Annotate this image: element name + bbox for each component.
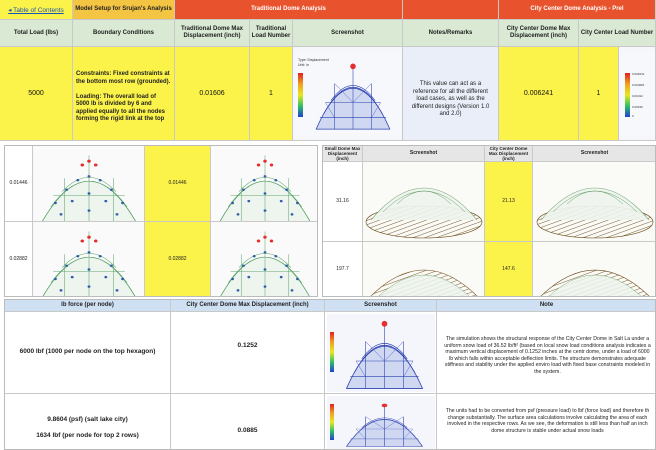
bottom-row1-force[interactable] — [5, 312, 171, 394]
bottom-row2-note-text: The units had to be converted from psf (pressure load) to lbf (force load) and therefore th change substantially. The surface area calculations involve calculating the area of each involved in the respective rows. As we see, the deformation is still less than half an inch dome structure is stable under actual snow loads — [445, 408, 650, 434]
bottom-dome-svg-1 — [327, 314, 435, 392]
right-header-screenshot-1-label: Screenshot — [409, 149, 438, 156]
left-row2-b-text: 0.02882 — [168, 256, 187, 263]
bottom-header-force-label: lb force (per node) — [61, 302, 114, 309]
bottom-row2-displacement-text: 0.0885 — [237, 427, 258, 434]
header-total-load — [0, 20, 73, 47]
bottom-header-note-label: Note — [539, 302, 554, 309]
left-spreadsheet-panel — [4, 145, 318, 297]
left-row2-a-text: 0.02882 — [9, 256, 28, 263]
left-row2-screenshot-a[interactable] — [33, 222, 145, 297]
city-dome-legend-screenshot[interactable] — [621, 51, 655, 137]
right-row1-screenshot-a[interactable] — [363, 162, 485, 242]
notes-text: This value can act as a reference for all the different load cases, as well as the different designs (Version 1.0 and 2.0) — [411, 81, 490, 117]
right-hatched-dome-3[interactable] — [363, 242, 485, 297]
bottom-row1-displacement-text: 0.1252 — [237, 342, 258, 349]
bottom-header-screenshot-label: Screenshot — [364, 302, 397, 309]
city-displacement-value: 0.006241 — [523, 90, 554, 97]
svg-text:0.004681: 0.004681 — [632, 83, 645, 87]
bottom-header-note — [437, 300, 656, 312]
band-spacer — [403, 0, 499, 20]
header-notes-label: Notes/Remarks — [428, 29, 473, 36]
right-hatched-dome-svg-3 — [363, 242, 485, 297]
left-row1-b-text: 0.01446 — [168, 180, 187, 187]
city-load-number-value: 1 — [596, 90, 601, 97]
right-row1-city-value[interactable] — [485, 162, 533, 242]
left-row2-value-a[interactable] — [5, 222, 33, 297]
table-of-contents-link[interactable]: ◂ Table of Contents — [8, 6, 64, 14]
traditional-dome-screenshot-svg — [295, 51, 401, 137]
right-hatched-dome-svg-1 — [363, 162, 485, 242]
bottom-row1-force-text: 6000 lbf (1000 per node on the top hexagon) — [19, 348, 156, 356]
right-row1-small-value[interactable] — [323, 162, 363, 242]
left-dome-image-3[interactable] — [33, 222, 145, 297]
cell-screenshot-city[interactable] — [619, 47, 656, 141]
cell-trad-displacement[interactable] — [175, 47, 250, 141]
left-dome-svg-2 — [211, 146, 318, 222]
left-row1-value-a[interactable] — [5, 146, 33, 222]
header-city-load-number-label: City Center Load Number — [580, 29, 654, 36]
svg-text:Type: Displacement: Type: Displacement — [298, 58, 329, 62]
cell-trad-load-number[interactable] — [250, 47, 293, 141]
svg-text:0: 0 — [632, 114, 634, 118]
left-dome-svg-4 — [211, 222, 318, 297]
bottom-row1-note[interactable] — [437, 312, 656, 394]
bottom-header-displacement-label: City Center Dome Max Displacement (inch) — [186, 302, 309, 309]
right-spreadsheet-panel — [322, 145, 656, 297]
right-hatched-dome-svg-4 — [533, 242, 656, 297]
bottom-header-displacement — [171, 300, 325, 312]
right-row1-screenshot-b[interactable] — [533, 162, 656, 242]
bottom-row1-screenshot[interactable] — [325, 312, 437, 394]
header-screenshot-label: Screenshot — [331, 29, 364, 36]
bottom-spreadsheet-panel — [4, 299, 656, 450]
svg-text:Unit: in: Unit: in — [298, 63, 309, 67]
cell-city-load-number[interactable] — [579, 47, 619, 141]
cell-boundary-conditions[interactable] — [73, 47, 175, 141]
right-row2-screenshot-a[interactable] — [363, 242, 485, 297]
band-traditional-dome-label: Traditional Dome Analysis — [251, 6, 326, 13]
right-header-city-dome — [485, 146, 533, 162]
header-trad-load-number — [250, 20, 293, 47]
right-row1-city-text: 21.13 — [502, 198, 515, 205]
boundary-conditions-text: Constraints: Fixed constraints at the bottom most row (grounded). Loading: The overall load of 5000 lb is divided by 6 and applied equally to all the nodes forming the rigid link at the top — [76, 71, 171, 122]
header-notes — [403, 20, 499, 47]
band-traditional-dome — [175, 0, 403, 20]
header-city-load-number — [579, 20, 656, 47]
top-spreadsheet-panel — [0, 0, 656, 141]
left-dome-svg-3 — [33, 222, 145, 297]
header-total-load-label: Total Load (lbs) — [13, 29, 59, 36]
header-trad-displacement-label: Traditional Dome Max Displacement (inch) — [180, 26, 243, 39]
right-hatched-dome-1[interactable] — [363, 162, 485, 242]
bottom-row2-displacement[interactable] — [171, 394, 325, 450]
left-row1-a-text: 0.01446 — [9, 180, 28, 187]
right-row2-small-text: 197.7 — [336, 266, 349, 273]
right-header-screenshot-2 — [533, 146, 656, 162]
left-row2-value-b[interactable] — [145, 222, 211, 297]
bottom-row1-note-text: The simulation shows the structural response of the City Center Dome in Salt La under a uniform snow load of 36.52 lb/ft² (based on local snow load conditions analysis indicates a maximum vertical displacement of 0.1252 inches at the centr dome, under a load of 6000 lb which falls within acceptable deflection limits. The structure demonstrates adequate stiffness and stability under the applied enviro load with fixed base constraints modeled in the system. — [444, 336, 651, 375]
right-row2-city-value[interactable] — [485, 242, 533, 297]
bottom-row2-note[interactable] — [437, 394, 656, 450]
right-hatched-dome-4[interactable] — [533, 242, 656, 297]
bottom-dome-image-2[interactable] — [327, 396, 435, 449]
header-boundary-conditions — [73, 20, 175, 47]
header-city-displacement-label: City Center Dome Max Displacement (inch) — [506, 26, 571, 39]
right-header-small-dome — [323, 146, 363, 162]
right-hatched-dome-svg-2 — [533, 162, 656, 242]
toc-link-cell[interactable] — [0, 0, 73, 20]
left-row1-screenshot-b[interactable] — [211, 146, 318, 222]
right-header-screenshot-1 — [363, 146, 485, 162]
left-row1-value-b[interactable] — [145, 146, 211, 222]
left-row1-screenshot-a[interactable] — [33, 146, 145, 222]
cell-screenshot-trad[interactable] — [293, 47, 403, 141]
svg-text:0.00312: 0.00312 — [632, 94, 643, 98]
bottom-header-screenshot — [325, 300, 437, 312]
cell-total-load[interactable] — [0, 47, 73, 141]
bottom-dome-svg-2 — [327, 396, 435, 449]
svg-text:0.006241: 0.006241 — [632, 72, 645, 76]
trad-load-number-value: 1 — [269, 90, 273, 97]
band-city-center-dome — [499, 0, 656, 20]
cell-city-displacement[interactable] — [499, 47, 579, 141]
right-hatched-dome-2[interactable] — [533, 162, 656, 242]
right-row1-small-text: 31.16 — [336, 198, 349, 205]
bottom-row2-force[interactable] — [5, 394, 171, 450]
cell-notes[interactable] — [403, 47, 499, 141]
band-city-center-dome-label: City Center Dome Analysis - Prel — [530, 6, 624, 13]
total-load-value: 5000 — [28, 90, 44, 97]
bottom-row1-displacement[interactable] — [171, 312, 325, 394]
header-boundary-conditions-label: Boundary Conditions — [93, 29, 154, 36]
left-dome-svg-1 — [33, 146, 145, 222]
bottom-row2-screenshot[interactable] — [325, 394, 437, 450]
trad-displacement-value: 0.01606 — [199, 90, 225, 97]
left-dome-image-2[interactable] — [211, 146, 318, 222]
bottom-dome-image-1[interactable] — [327, 314, 435, 392]
right-header-city-dome-label: City Center Dome Max Displacement (inch) — [488, 146, 529, 162]
header-trad-displacement — [175, 20, 250, 47]
right-row2-screenshot-b[interactable] — [533, 242, 656, 297]
right-header-screenshot-2-label: Screenshot — [580, 149, 609, 156]
bottom-header-force — [5, 300, 171, 312]
header-screenshot — [293, 20, 403, 47]
traditional-dome-screenshot[interactable] — [295, 51, 401, 137]
left-row2-screenshot-b[interactable] — [211, 222, 318, 297]
bottom-row2-force-line1: 9.8604 (psf) (salt lake city) — [47, 416, 128, 423]
left-dome-image-1[interactable] — [33, 146, 145, 222]
header-city-displacement — [499, 20, 579, 47]
bottom-row2-force-line2: 1634 lbf (per node for top 2 rows) — [36, 432, 139, 439]
band-model-setup-label: Model Setup for Srujan's Analysis — [75, 6, 172, 13]
right-row2-city-text: 147.6 — [502, 266, 515, 273]
left-dome-image-4[interactable] — [211, 222, 318, 297]
band-model-setup — [73, 0, 175, 20]
right-header-small-dome-label: Small Dome Max Displacement (inch) — [324, 146, 361, 162]
city-dome-legend-svg — [621, 51, 655, 137]
right-row2-small-value[interactable] — [323, 242, 363, 297]
header-trad-load-number-label: Traditional Load Number — [251, 26, 291, 39]
svg-text:0.00156: 0.00156 — [632, 105, 643, 109]
